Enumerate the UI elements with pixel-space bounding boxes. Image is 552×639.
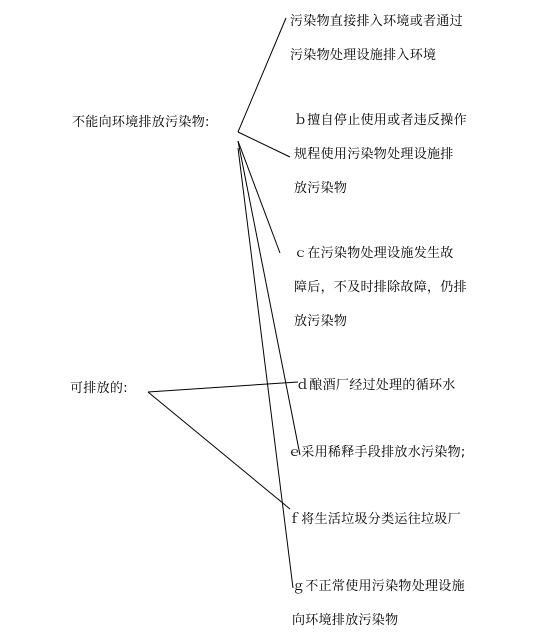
- item-f: [288, 503, 461, 537]
- item-e: [288, 436, 466, 470]
- item-c-line-3: 放污染物: [294, 314, 348, 329]
- item-c-line-2: 障后，不及时排除故障，仍排: [294, 280, 467, 295]
- item-b: [294, 104, 467, 206]
- item-c-line-1: ｃ在污染物处理设施发生故: [294, 246, 454, 261]
- item-b-line-3: 放污染物: [294, 181, 348, 196]
- item-g: [292, 570, 465, 638]
- item-b-line-2: 规程使用污染物处理设施排: [294, 147, 454, 162]
- item-d: [296, 369, 456, 403]
- connector-can-d: [148, 382, 298, 392]
- item-c: [294, 237, 467, 339]
- item-b-line-1: ｂ擅自停止使用或者违反操作: [294, 113, 467, 128]
- connector-cannot-e: [238, 141, 300, 455]
- item-a-line-2: 污染物处理设施排入环境: [290, 48, 437, 63]
- item-e-line-1: ｅ采用稀释手段排放水污染物;: [288, 445, 466, 460]
- connector-cannot-b: [238, 132, 290, 157]
- item-f-line-1: ｆ将生活垃圾分类运往垃圾厂: [288, 512, 461, 527]
- category-cannot-discharge: 不能向环境排放污染物:: [72, 115, 210, 130]
- item-g-line-1: ｇ不正常使用污染物处理设施: [292, 579, 465, 594]
- connector-can-f: [148, 392, 290, 509]
- item-d-line-1: ｄ酿酒厂经过处理的循环水: [296, 378, 456, 393]
- connector-cannot-a: [238, 18, 286, 132]
- item-g-line-2: 向环境排放污染物: [292, 613, 399, 628]
- item-a: [290, 5, 463, 73]
- item-a-line-1: 污染物直接排入环境或者通过: [290, 14, 463, 29]
- category-can-discharge: 可排放的:: [70, 381, 128, 396]
